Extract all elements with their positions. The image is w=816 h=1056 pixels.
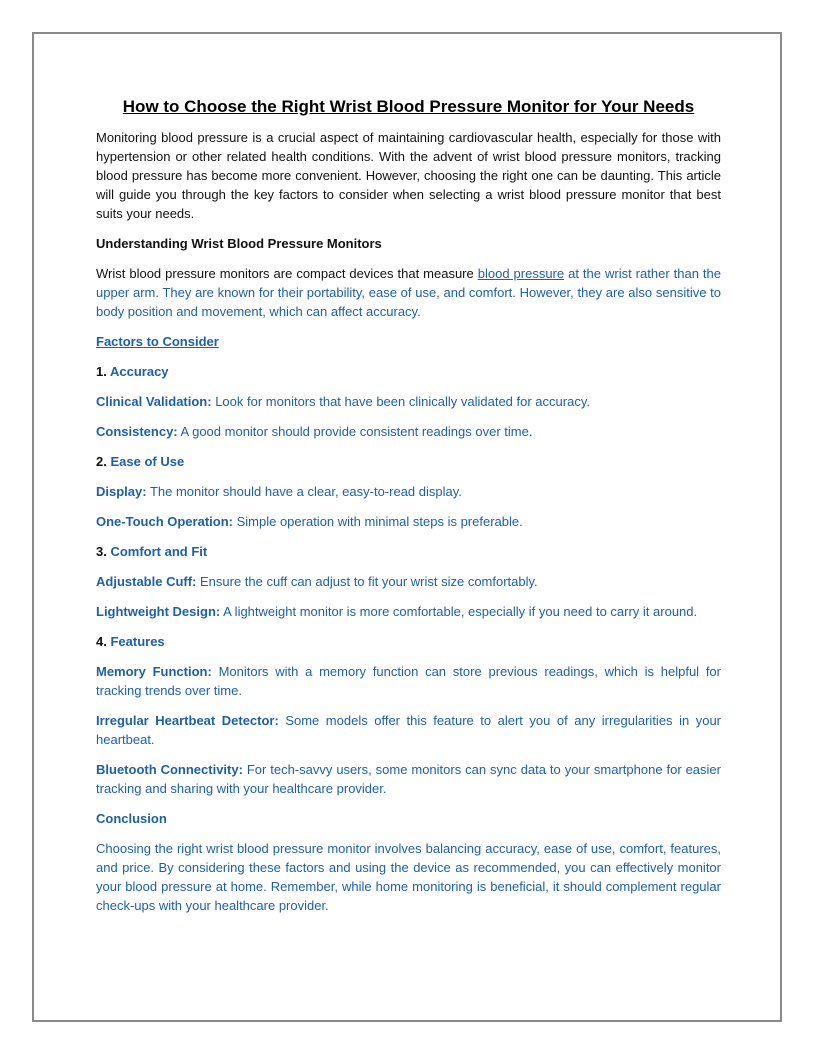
factor-title: Ease of Use: [110, 454, 185, 469]
factor-item: [96, 392, 721, 411]
factor-item-label: Bluetooth Connectivity:: [96, 762, 243, 777]
factor-item: [96, 422, 721, 441]
factor-number: 3.: [96, 544, 107, 559]
document-body: [96, 96, 721, 926]
factor-item-label: Consistency:: [96, 424, 178, 439]
factor-item-text: For tech-savvy users, some monitors can sync data to your smartphone for easier tracking and sharing with your healthcare provider.: [96, 762, 721, 796]
factor-number: 2.: [96, 454, 107, 469]
factor-heading: [96, 632, 721, 651]
factor-number: 4.: [96, 634, 107, 649]
factor-item-label: Clinical Validation:: [96, 394, 212, 409]
intro-paragraph: Monitoring blood pressure is a crucial aspect of maintaining cardiovascular health, especially for those with hypertension or other related health conditions. With the advent of wrist blood pressure monitors, tracking blood pressure has become more convenient. However, choosing the right one can be daunting. This article will guide you through the key factors to consider when selecting a wrist blood pressure monitor that best suits your needs.: [96, 130, 721, 221]
understanding-text-end: at the wrist rather than the upper arm. They are known for their portability, ease of use, and comfort. However, they are also sensitive to body position and movement, which can affect accuracy.: [96, 266, 721, 319]
factor-item-label: Adjustable Cuff:: [96, 574, 197, 589]
factor-heading: [96, 452, 721, 471]
factor-title: Features: [110, 634, 165, 649]
factor-title: Accuracy: [109, 364, 169, 379]
factor-item: [96, 482, 721, 501]
factor-item-text: Look for monitors that have been clinically validated for accuracy.: [211, 394, 590, 409]
factor-item-label: One-Touch Operation:: [96, 514, 233, 529]
factor-heading: [96, 542, 721, 561]
factors-heading-para: [96, 332, 721, 351]
understanding-paragraph: [96, 264, 721, 321]
factor-item-text: The monitor should have a clear, easy-to-read display.: [146, 484, 462, 499]
factor-item: [96, 512, 721, 531]
factor-heading: [96, 362, 721, 381]
conclusion-heading: Conclusion: [96, 811, 167, 826]
factor-item-text: Monitors with a memory function can store previous readings, which is helpful for tracking trends over time.: [96, 664, 721, 698]
factor-item: [96, 572, 721, 591]
factor-item: [96, 711, 721, 749]
factor-number: 1.: [96, 364, 107, 379]
factor-item: [96, 760, 721, 798]
factor-item-label: Memory Function:: [96, 664, 212, 679]
factor-title: Comfort and Fit: [110, 544, 208, 559]
factor-item: [96, 602, 721, 621]
factor-item-label: Display:: [96, 484, 147, 499]
factor-item-text: Simple operation with minimal steps is preferable.: [232, 514, 523, 529]
factor-item-label: Lightweight Design:: [96, 604, 221, 619]
conclusion-paragraph: Choosing the right wrist blood pressure monitor involves balancing accuracy, ease of use, comfort, features, and price. By considering these factors and using the device as recommended, you can effectively monitor your blood pressure at home. Remember, while home monitoring is beneficial, it should complement regular check-ups with your healthcare provider.: [96, 841, 721, 913]
factor-item-text: A lightweight monitor is more comfortable, especially if you need to carry it around.: [220, 604, 698, 619]
factor-item-text: A good monitor should provide consistent readings over time.: [177, 424, 533, 439]
factors-heading-link[interactable]: Factors to Consider: [96, 334, 219, 349]
blood-pressure-link[interactable]: blood pressure: [477, 266, 565, 281]
page-title: How to Choose the Right Wrist Blood Pressure Monitor for Your Needs: [122, 97, 695, 116]
understanding-text-start: Wrist blood pressure monitors are compact devices that measure: [96, 266, 478, 281]
section-heading-understanding: Understanding Wrist Blood Pressure Monitors: [96, 236, 382, 251]
factor-item-label: Irregular Heartbeat Detector:: [96, 713, 279, 728]
factor-item-text: Some models offer this feature to alert you of any irregularities in your heartbeat.: [96, 713, 721, 747]
factor-item-text: Ensure the cuff can adjust to fit your wrist size comfortably.: [196, 574, 538, 589]
factor-item: [96, 662, 721, 700]
